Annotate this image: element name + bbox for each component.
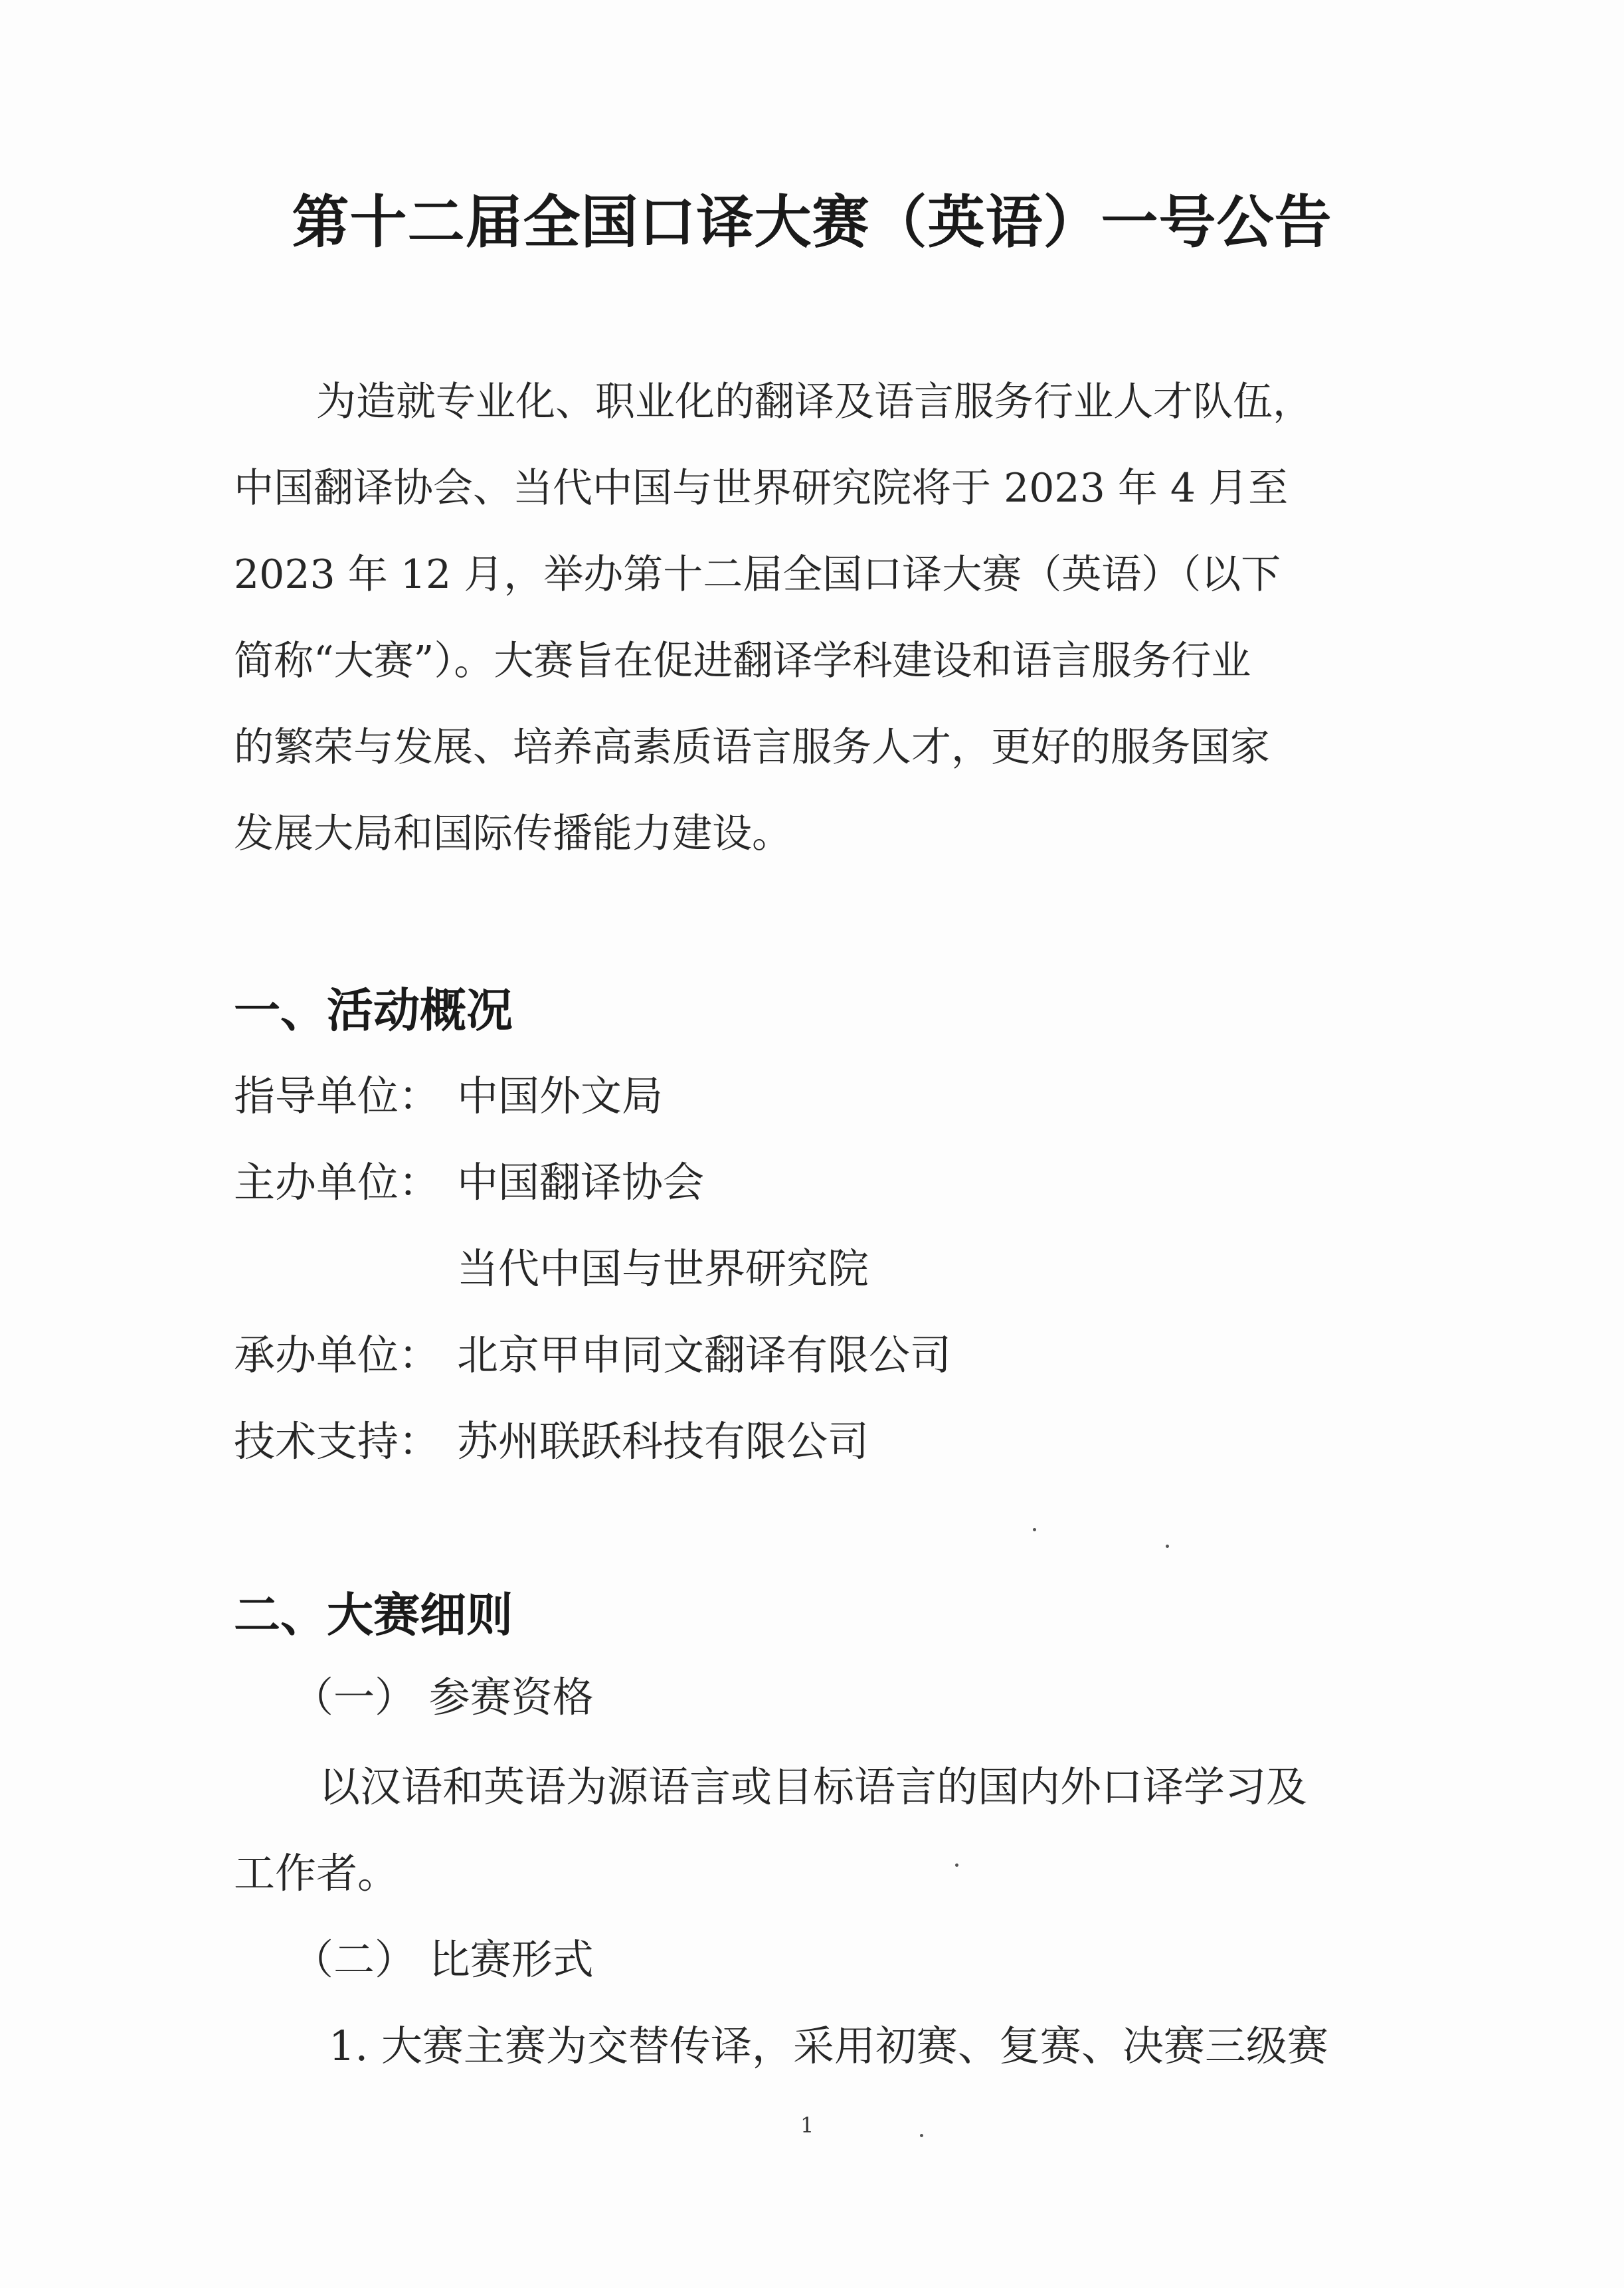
- info-value: 当代中国与世界研究院: [457, 1244, 869, 1293]
- info-value: 中国翻译协会: [457, 1158, 705, 1206]
- info-row-guidance: [234, 1063, 663, 1122]
- info-label: 主办单位：: [234, 1158, 440, 1206]
- info-value: 中国外文局: [457, 1072, 664, 1120]
- intro-line: 简称“大赛”）。大赛旨在促进翻译学科建设和语言服务行业: [234, 638, 1251, 684]
- info-value: 北京甲申同文翻译有限公司: [457, 1331, 952, 1379]
- intro-line: 中国翻译协会、当代中国与世界研究院将于 2023 年 4 月至: [234, 465, 1289, 512]
- info-row-host-2: [234, 1236, 869, 1295]
- intro-line: 的繁荣与发展、培养高素质语言服务人才，更好的服务国家: [234, 724, 1270, 771]
- scan-speck: [1166, 1545, 1169, 1548]
- page-number: 1: [800, 2113, 814, 2138]
- format-item: 1. 大赛主赛为交替传译，采用初赛、复赛、决赛三级赛: [329, 2022, 1328, 2070]
- info-row-tech-support: [234, 1408, 869, 1468]
- eligibility-text-line: 以汉语和英语为源语言或目标语言的国内外口译学习及: [319, 1763, 1308, 1811]
- subheading-eligibility: （一） 参赛资格: [292, 1673, 594, 1721]
- intro-paragraph: [234, 359, 1390, 877]
- intro-line: 为造就专业化、职业化的翻译及语言服务行业人才队伍，: [316, 379, 1312, 425]
- info-row-organizer: [234, 1322, 951, 1381]
- subheading-format: （二） 比赛形式: [292, 1935, 594, 1984]
- scan-speck: [920, 2134, 923, 2137]
- eligibility-text-line: 工作者。: [234, 1849, 399, 1897]
- info-value: 苏州联跃科技有限公司: [457, 1417, 869, 1466]
- section-heading-rules: 二、大赛细则: [234, 1588, 513, 1642]
- scan-speck: [1033, 1528, 1036, 1531]
- info-label: 指导单位：: [234, 1072, 440, 1120]
- info-label: 技术支持：: [234, 1417, 440, 1466]
- intro-line: 发展大局和国际传播能力建设。: [234, 810, 792, 857]
- scan-speck: [955, 1863, 958, 1867]
- info-label: 承办单位：: [234, 1331, 440, 1379]
- info-row-host: [234, 1149, 704, 1208]
- document-title: 第十二届全国口译大赛（英语）一号公告: [292, 189, 1332, 256]
- intro-line: 2023 年 12 月，举办第十二届全国口译大赛（英语）（以下: [234, 551, 1281, 598]
- section-heading-overview: 一、活动概况: [234, 983, 513, 1038]
